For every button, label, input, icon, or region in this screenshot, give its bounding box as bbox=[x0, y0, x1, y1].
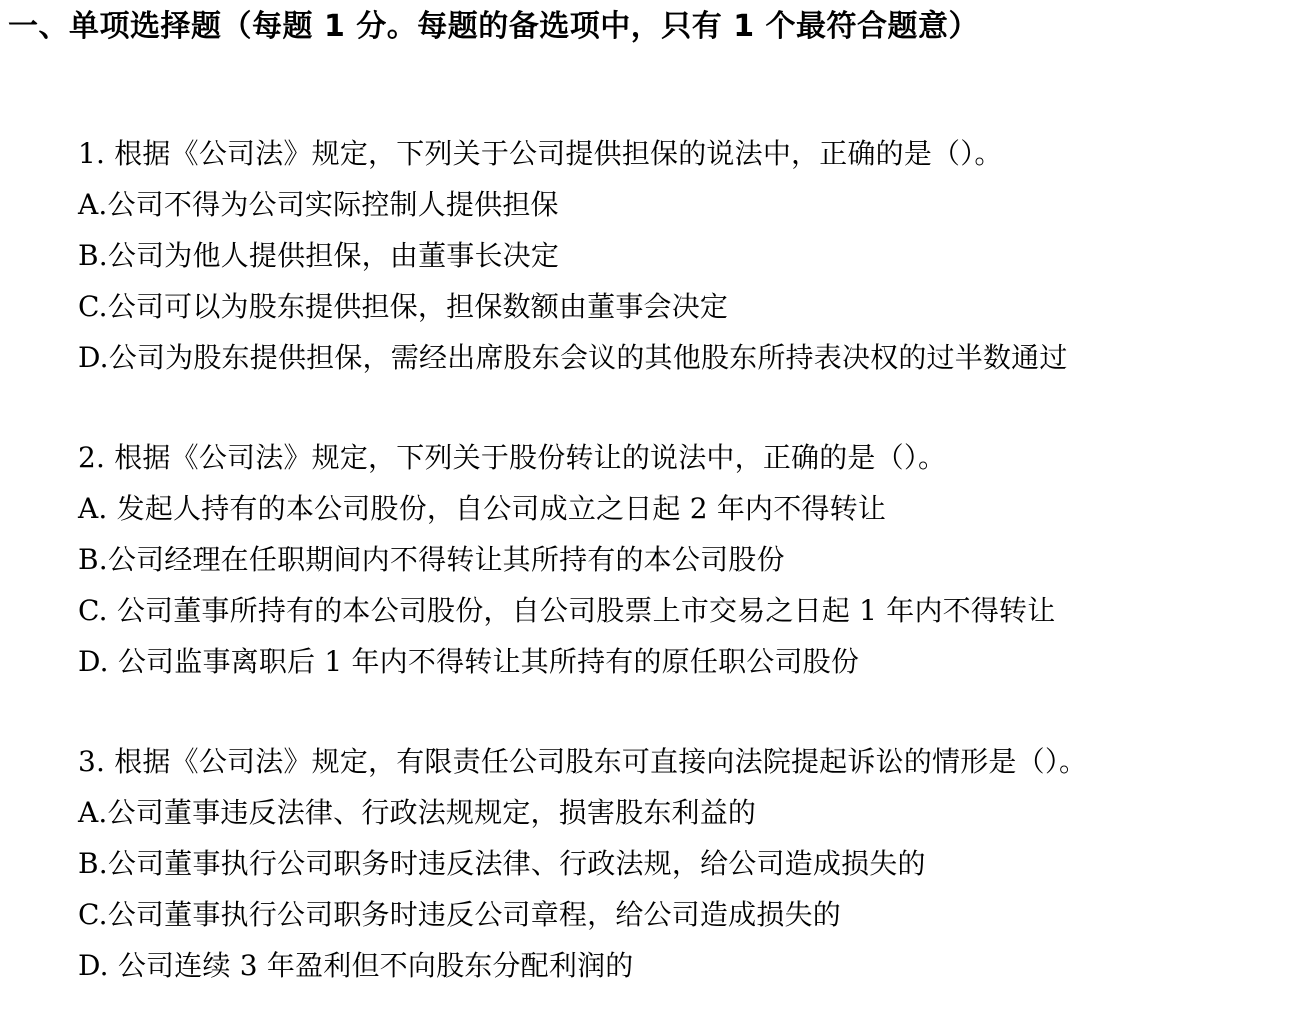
question-stem: 1. 根据《公司法》规定，下列关于公司提供担保的说法中，正确的是（）。 bbox=[78, 137, 1003, 170]
option-d: D. 公司监事离职后 1 年内不得转让其所持有的原任职公司股份 bbox=[78, 645, 860, 678]
question-stem: 2. 根据《公司法》规定，下列关于股份转让的说法中，正确的是（）。 bbox=[78, 441, 947, 474]
option-b: B.公司经理在任职期间内不得转让其所持有的本公司股份 bbox=[78, 543, 785, 576]
option-a: A.公司不得为公司实际控制人提供担保 bbox=[78, 188, 559, 221]
option-c: C.公司董事执行公司职务时违反公司章程，给公司造成损失的 bbox=[78, 898, 841, 931]
option-b: B.公司为他人提供担保，由董事长决定 bbox=[78, 239, 560, 272]
section-heading: 一、单项选择题（每题 1 分。每题的备选项中，只有 1 个最符合题意） bbox=[8, 9, 980, 44]
option-d: D. 公司连续 3 年盈利但不向股东分配利润的 bbox=[78, 949, 634, 982]
option-c: C. 公司董事所持有的本公司股份，自公司股票上市交易之日起 1 年内不得转让 bbox=[78, 594, 1056, 627]
option-d: D.公司为股东提供担保，需经出席股东会议的其他股东所持表决权的过半数通过 bbox=[78, 341, 1068, 374]
question-2 bbox=[78, 436, 1293, 691]
option-a: A. 发起人持有的本公司股份，自公司成立之日起 2 年内不得转让 bbox=[78, 492, 887, 525]
option-b: B.公司董事执行公司职务时违反法律、行政法规，给公司造成损失的 bbox=[78, 847, 926, 880]
question-stem: 3. 根据《公司法》规定，有限责任公司股东可直接向法院提起诉讼的情形是（）。 bbox=[78, 745, 1088, 778]
question-1 bbox=[78, 132, 1293, 387]
option-c: C.公司可以为股东提供担保，担保数额由董事会决定 bbox=[78, 290, 729, 323]
question-3 bbox=[78, 740, 1293, 995]
option-a: A.公司董事违反法律、行政法规规定，损害股东利益的 bbox=[78, 796, 757, 829]
